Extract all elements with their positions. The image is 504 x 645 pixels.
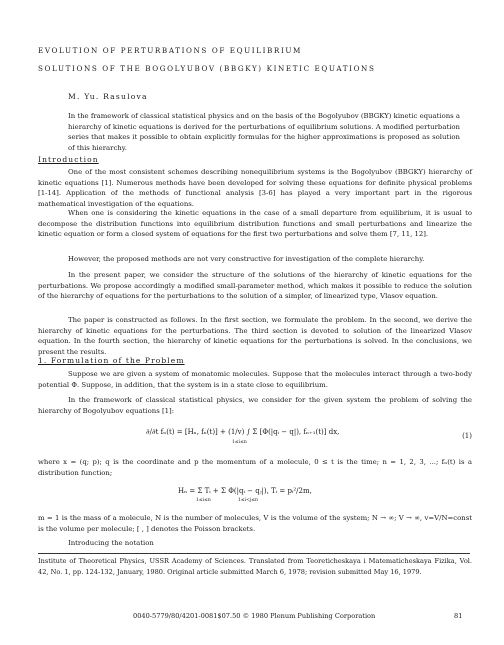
intro-paragraph-1: One of the most consistent schemes describing nonequilibrium systems is the Bogolyubov (BBGKY) hierarchy of kinetic equations [1]. Numerous methods have been developed for solving these equations for definite physical problems [1-14]. Application of the methods of functional analysis [3-6] has played a very important part in the rigorous mathematical investigation of the equations. <box>38 168 472 208</box>
equation-2-sum-index-1: 1≤i≤n <box>196 498 211 503</box>
footnote-divider <box>38 553 470 554</box>
equation-2-sum-index-2: 1≤i<j≤n <box>238 498 258 503</box>
paper-title-line2: SOLUTIONS OF THE BOGOLYUBOV (BBGKY) KINETIC EQUATIONS <box>38 64 376 73</box>
intro-paragraph-3: However, the proposed methods are not very constructive for investigation of the complete hierarchy. <box>68 255 425 263</box>
author-name: M. Yu. Rasulova <box>68 92 148 101</box>
paper-title-line1: EVOLUTION OF PERTURBATIONS OF EQUILIBRIUM <box>38 46 302 55</box>
footer-code: 0040-5779/80/4201-0081$07.50 © 1980 Plenum Publishing Corporation <box>133 612 376 620</box>
abstract: In the framework of classical statistical physics and on the basis of the Bogolyubov (BBGKY) kinetic equations a hierarchy of kinetic equations is derived for the perturbations of equilibrium solutions. A modified perturbation series that makes it possible to obtain explicitly formulas for the higher approximations is proposed as solution of this hierarchy. <box>68 112 460 152</box>
equation-2: Hₙ = Σ Tᵢ + Σ Φ(|qᵢ − qⱼ|), Tᵢ = pᵢ²/2m, <box>178 487 312 495</box>
section1-paragraph-1: Suppose we are given a system of monatomic molecules. Suppose that the molecules interact through a two-body potential Φ. Suppose, in addition, that the system is in a state close to equilibrium. <box>38 370 472 389</box>
intro-paragraph-2: When one is considering the kinetic equations in the case of a small departure from equilibrium, it is usual to decompose the distribution functions into equilibrium distribution functions and small perturbations and linearize the kinetic equation or form a closed system of equations for the first two perturbations and solve them [7, 11, 12]. <box>38 209 472 238</box>
equation-1-number: (1) <box>462 432 472 440</box>
intro-paragraph-4: In the present paper, we consider the structure of the solutions of the hierarchy of kinetic equations for the perturbations. We propose accordingly a modified small-parameter method, which makes it possible to reduce the solution of the hierarchy of equations for the perturbations to the solution of a simpler, of linearized type, Vlasov equation. <box>38 271 472 300</box>
equation-1-sum-index: 1≤i≤n <box>232 440 247 445</box>
section-heading-introduction: Introduction <box>38 155 99 164</box>
page-number: 81 <box>454 612 463 620</box>
section1-paragraph-2: In the framework of classical statistical physics, we consider for the given system the problem of solving the hierarchy of Bogolyubov equations [1]: <box>38 396 472 415</box>
section-heading-formulation: 1. Formulation of the Problem <box>38 356 185 365</box>
section1-paragraph-5: Introducing the notation <box>68 539 154 547</box>
equation-1: ∂/∂t fₙ(t) = [Hₙ, fₙ(t)] + (1/v) ∫ Σ [Φ(|qᵢ − q|), fₙ₊₁(t)] dx, <box>146 428 340 436</box>
footnote: Institute of Theoretical Physics, USSR Academy of Sciences. Translated from Teoreticheskaya i Matematicheskaya Fizika, Vol. 42, No. 1, pp. 124-132, January, 1980. Original article submitted March 6, 1978; revision submitted May 16, 1979. <box>38 557 472 576</box>
section1-paragraph-3: where x = (q; p); q is the coordinate and p the momentum of a molecule, 0 ≤ t is the time; n = 1, 2, 3, ...; fₙ(t) is a distribution function; <box>38 458 472 477</box>
intro-paragraph-5: The paper is constructed as follows. In the first section, we formulate the problem. In the second, we derive the hierarchy of kinetic equations for the perturbations. The third section is devoted to solution of the linearized Vlasov equation. In the fourth section, the hierarchy of kinetic equations for the perturbations is solved. In the conclusions, we present the results. <box>38 316 472 356</box>
section1-paragraph-4: m = 1 is the mass of a molecule, N is the number of molecules, V is the volume of the system; N → ∞; V → ∞, v=V/N=const is the volume per molecule; [ , ] denotes the Poisson brackets. <box>38 514 472 533</box>
